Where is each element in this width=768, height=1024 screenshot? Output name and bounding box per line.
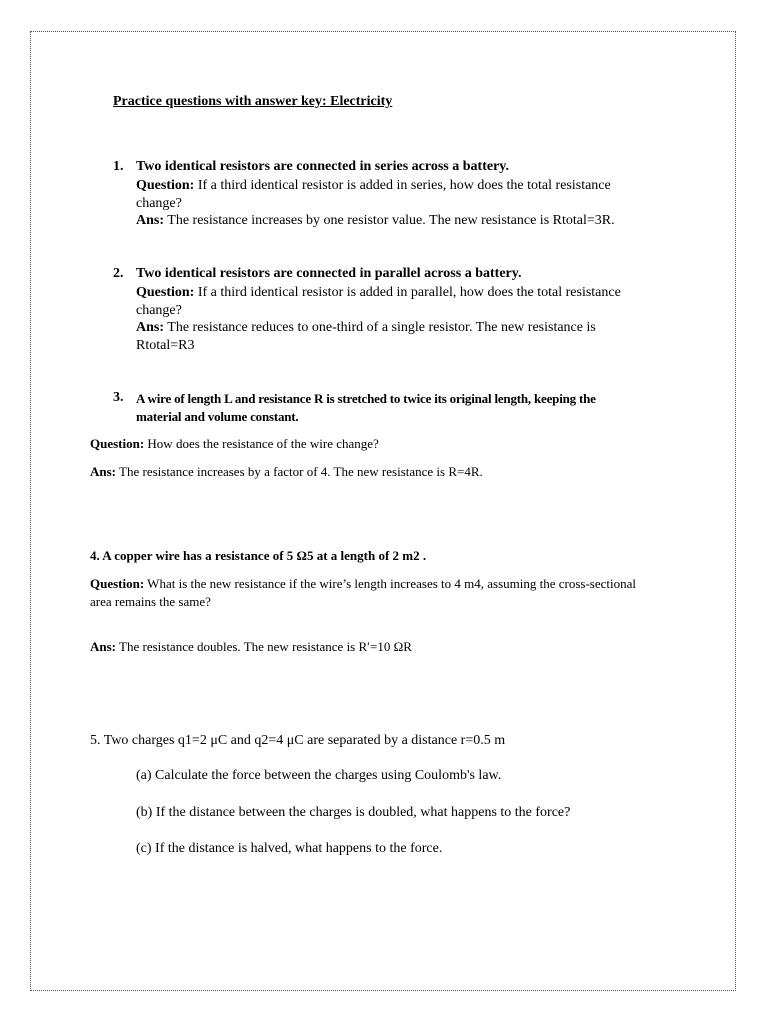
answer-text: The resistance increases by a factor of 4. The new resistance is R=4R.	[116, 464, 483, 479]
question-3-statement: A wire of length L and resistance R is stretched to twice its original length, keeping the	[136, 391, 596, 406]
question-2-number: 2.	[113, 266, 124, 281]
question-3-statement-cont: material and volume constant.	[136, 409, 299, 424]
question-label: Question:	[90, 576, 145, 591]
question-label: Question:	[136, 285, 195, 300]
answer-text: The resistance doubles. The new resistance is R′=10 ΩR	[116, 639, 412, 654]
answer-text: The resistance reduces to one-third of a single resistor. The new resistance is	[164, 320, 596, 335]
question-4-answer	[90, 639, 412, 655]
question-1-number: 1.	[113, 159, 124, 174]
question-2-answer	[136, 319, 596, 337]
answer-label: Ans:	[90, 639, 117, 654]
page-title: Practice questions with answer key: Electricity	[113, 94, 393, 109]
question-text: If a third identical resistor is added in series, how does the total resistance	[194, 178, 611, 193]
question-1-question-cont: change?	[136, 196, 182, 211]
question-5-part-c: (c) If the distance is halved, what happens to the force.	[136, 841, 443, 856]
question-text: How does the resistance of the wire change?	[144, 436, 379, 451]
question-2-statement: Two identical resistors are connected in parallel across a battery.	[136, 266, 522, 281]
question-4-question	[90, 576, 636, 592]
question-4-question-cont: area remains the same?	[90, 594, 211, 609]
question-3-question	[90, 436, 379, 452]
question-1-statement: Two identical resistors are connected in series across a battery.	[136, 159, 510, 174]
question-3-answer	[90, 464, 483, 480]
answer-label: Ans:	[90, 464, 117, 479]
question-text: What is the new resistance if the wire’s length increases to 4 m4, assuming the cross-sectional	[144, 576, 636, 591]
question-label: Question:	[90, 436, 145, 451]
question-4-statement: 4. A copper wire has a resistance of 5 Ω5 at a length of 2 m2 .	[90, 548, 427, 563]
question-5-part-a: (a) Calculate the force between the charges using Coulomb's law.	[136, 768, 502, 783]
question-1-answer	[136, 212, 615, 230]
answer-text: The resistance increases by one resistor value. The new resistance is Rtotal=3R.	[164, 213, 615, 228]
question-2-question-cont: change?	[136, 303, 182, 318]
question-5-statement: 5. Two charges q1=2 μC and q2=4 μC are separated by a distance r=0.5 m	[90, 733, 506, 748]
question-5-part-b: (b) If the distance between the charges is doubled, what happens to the force?	[136, 805, 571, 820]
question-2-question	[136, 284, 621, 302]
question-3-number: 3.	[113, 390, 124, 405]
answer-label: Ans:	[136, 320, 165, 335]
question-2-answer-cont: Rtotal=R3	[136, 338, 195, 353]
answer-label: Ans:	[136, 213, 165, 228]
question-text: If a third identical resistor is added in parallel, how does the total resistance	[194, 285, 621, 300]
question-label: Question:	[136, 178, 195, 193]
question-1-question	[136, 177, 611, 195]
